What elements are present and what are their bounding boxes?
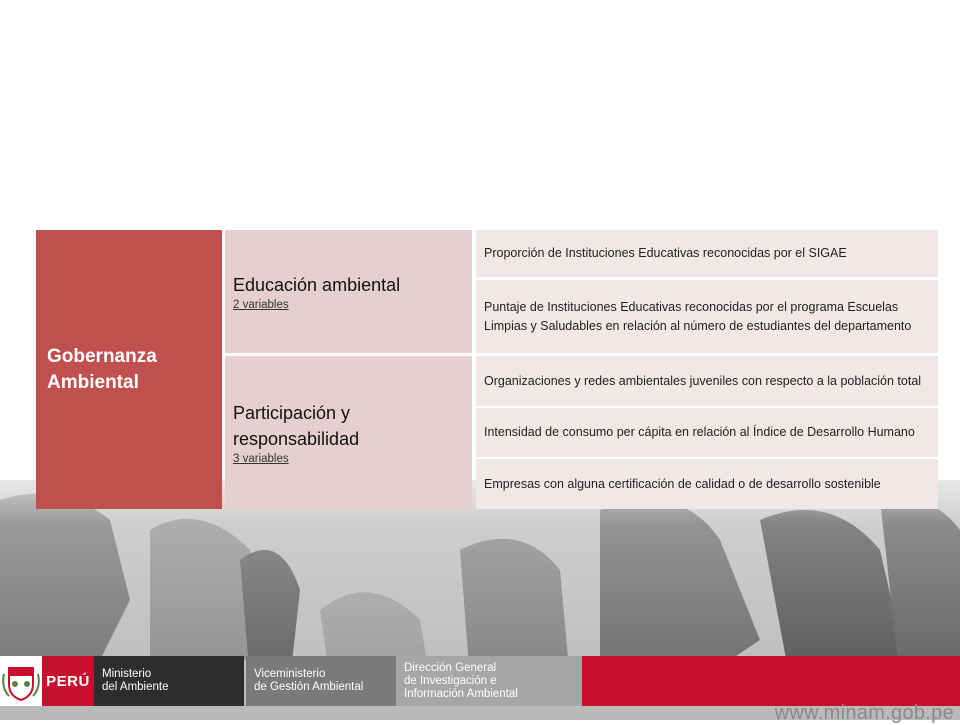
direction-label: Dirección General de Investigación e Información Ambiental (396, 656, 582, 706)
indicator-text: Puntaje de Instituciones Educativas reconocidas por el programa Escuelas Limpias y Saludables en relación al número de estudiantes del departamento (484, 299, 912, 333)
coat-of-arms-icon (0, 656, 42, 706)
subcategory-name: Participación y responsabilidad (233, 403, 360, 449)
category-cell (36, 230, 222, 509)
brand-red-band (582, 656, 960, 706)
category-label: Gobernanza Ambiental (47, 345, 157, 393)
vice-ministry-label: Viceministerio de Gestión Ambiental (246, 656, 396, 706)
subcategory-cell-participation (225, 356, 472, 509)
indicator-text: Organizaciones y redes ambientales juveniles con respecto a la población total (484, 373, 922, 388)
country-label: PERÚ (42, 656, 94, 706)
indicator-cell (476, 408, 938, 457)
subcategory-cell-education (225, 230, 472, 353)
variables-link[interactable]: 3 variables (233, 453, 289, 465)
ministry-label: Ministerio del Ambiente (94, 656, 244, 706)
indicator-table (36, 230, 938, 510)
footer-banner (0, 656, 960, 706)
indicator-cell (476, 459, 938, 509)
indicator-text: Intensidad de consumo per cápita en relación al Índice de Desarrollo Humano (484, 425, 915, 439)
variables-link[interactable]: 2 variables (233, 299, 289, 311)
indicator-cell (476, 356, 938, 406)
indicator-cell (476, 230, 938, 277)
subcategory-name: Educación ambiental (233, 275, 401, 295)
indicator-text: Empresas con alguna certificación de calidad o de desarrollo sostenible (484, 476, 881, 491)
website-url[interactable]: www.minam.gob.pe (774, 702, 954, 724)
indicator-text: Proporción de Instituciones Educativas reconocidas por el SIGAE (484, 246, 847, 260)
indicator-cell (476, 280, 938, 353)
